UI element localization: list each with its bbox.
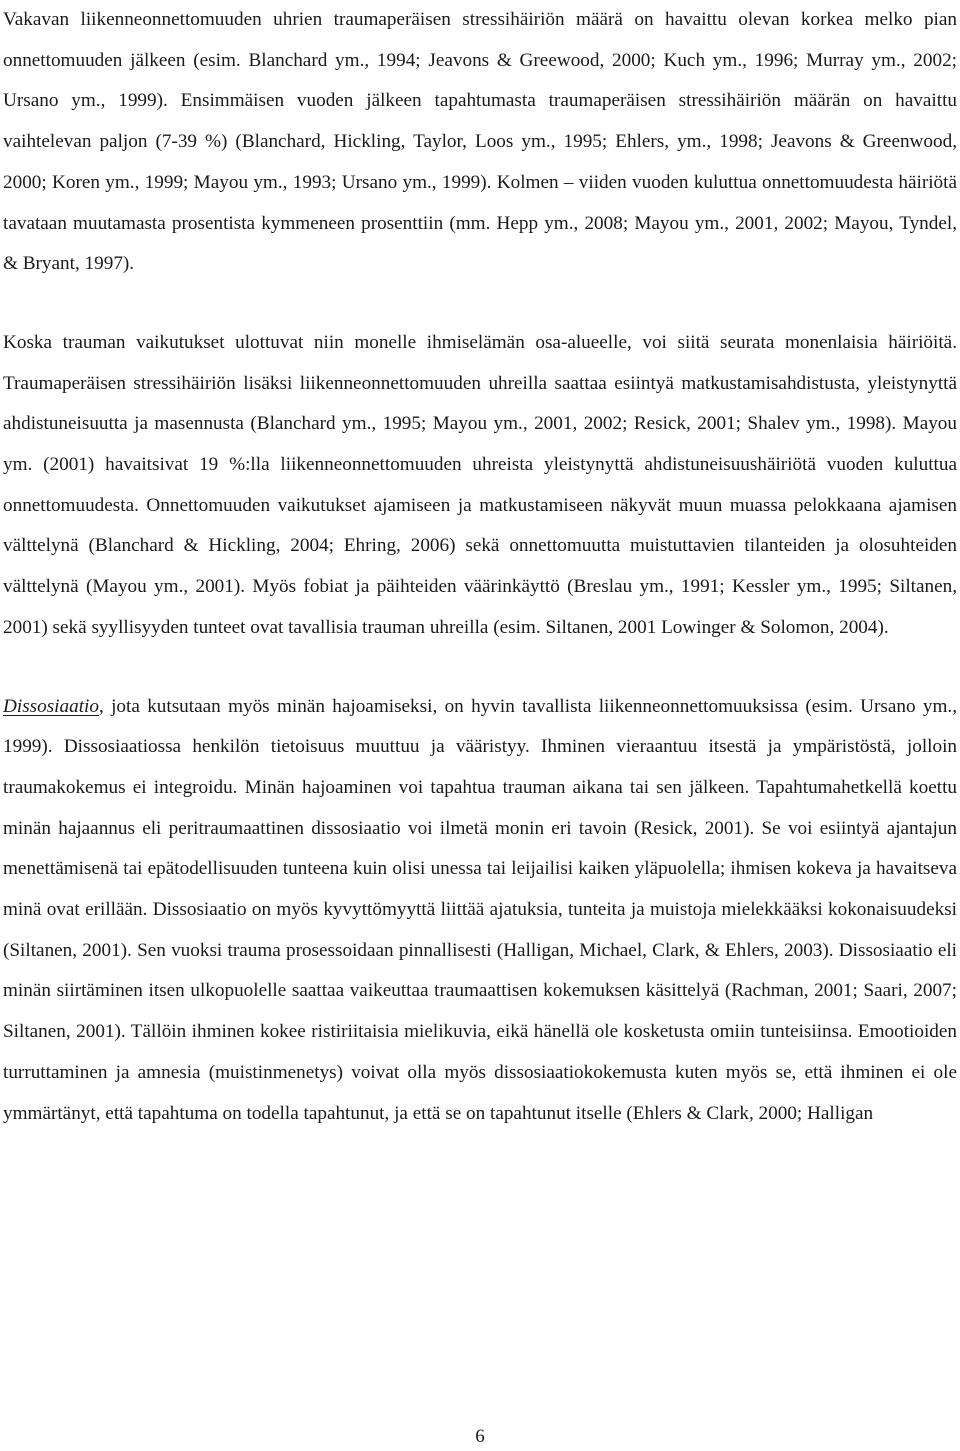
paragraph-dissociation [3,687,957,1135]
document-page [3,0,957,1134]
dissociation-body: , jota kutsutaan myös minän hajoamiseksi, on hyvin tavallista liikenneonnettomuuksissa (esim. Ursano ym., 1999). Dissosiaatiossa henkilön tietoisuus muuttuu ja vääristyy. Ihminen vieraantuu itsestä ja ympäristöstä, jolloin traumakokemus ei integroidu. Minän hajoaminen voi tapahtua trauman aikana tai sen jälkeen. Tapahtumahetkellä koettu minän hajaannus eli peritraumaattinen dissosiaatio voi ilmetä monin eri tavoin (Resick, 2001). Se voi esiintyä ajantajun menettämisenä tai epätodellisuuden tunteena kuin olisi unessa tai leijailisi kaiken yläpuolella; ihmisen kokeva ja havaitseva minä ovat erillään. Dissosiaatio on myös kyvyttömyyttä liittää ajatuksia, tunteita ja muistoja mielekkääksi kokonaisuudeksi (Siltanen, 2001). Sen vuoksi trauma prosessoidaan pinnallisesti (Halligan, Michael, Clark, & Ehlers, 2003). Dissosiaatio eli minän siirtäminen itsen ulkopuolelle saattaa vaikeuttaa traumaattisen kokemuksen käsittelyä (Rachman, 2001; Saari, 2007; Siltanen, 2001). Tällöin ihminen kokee ristiriitaisia mielikuvia, eikä hänellä ole kosketusta omiin tunteisiinsa. Emootioiden turruttaminen ja amnesia (muistinmenetys) voivat olla myös dissosiaatiokokemusta kuten myös se, että ihminen ei ole ymmärtänyt, että tapahtuma on todella tapahtunut, ja että se on tapahtunut itselle (Ehlers & Clark, 2000; Halligan [3,695,957,1124]
paragraph-comorbid-disorders: Koska trauman vaikutukset ulottuvat niin monelle ihmiselämän osa-alueelle, voi siitä seurata monenlaisia häiriöitä. Traumaperäisen stressihäiriön lisäksi liikenneonnettomuuden uhreilla saattaa esiintyä matkustamisahdistusta, yleistynyttä ahdistuneisuutta ja masennusta (Blanchard ym., 1995; Mayou ym., 2001, 2002; Resick, 2001; Shalev ym., 1998). Mayou ym. (2001) havaitsivat 19 %:lla liikenneonnettomuuden uhreista yleistynyttä ahdistuneisuushäiriötä vuoden kuluttua onnettomuudesta. Onnettomuuden vaikutukset ajamiseen ja matkustamiseen näkyvät muun muassa pelokkaana ajamisen välttelynä (Blanchard & Hickling, 2004; Ehring, 2006) sekä onnettomuutta muistuttavien tilanteiden ja olosuhteiden välttelynä (Mayou ym., 2001). Myös fobiat ja päihteiden väärinkäyttö (Breslau ym., 1991; Kessler ym., 1995; Siltanen, 2001) sekä syyllisyyden tunteet ovat tavallisia trauman uhreilla (esim. Siltanen, 2001 Lowinger & Solomon, 2004). [3,331,957,638]
dissociation-term: Dissosiaatio [3,695,99,717]
paragraph-ptsd-prevalence: Vakavan liikenneonnettomuuden uhrien traumaperäisen stressihäiriön määrä on havaittu olevan korkea melko pian onnettomuuden jälkeen (esim. Blanchard ym., 1994; Jeavons & Greewood, 2000; Kuch ym., 1996; Murray ym., 2002; Ursano ym., 1999). Ensimmäisen vuoden jälkeen tapahtumasta traumaperäisen stressihäiriön määrän on havaittu vaihtelevan paljon (7-39 %) (Blanchard, Hickling, Taylor, Loos ym., 1995; Ehlers, ym., 1998; Jeavons & Greenwood, 2000; Koren ym., 1999; Mayou ym., 1993; Ursano ym., 1999). Kolmen – viiden vuoden kuluttua onnettomuudesta häiriötä tavataan muutamasta prosentista kymmeneen prosenttiin (mm. Hepp ym., 2008; Mayou ym., 2001, 2002; Mayou, Tyndel, & Bryant, 1997). [3,9,957,275]
page-number: 6 [475,1426,485,1447]
